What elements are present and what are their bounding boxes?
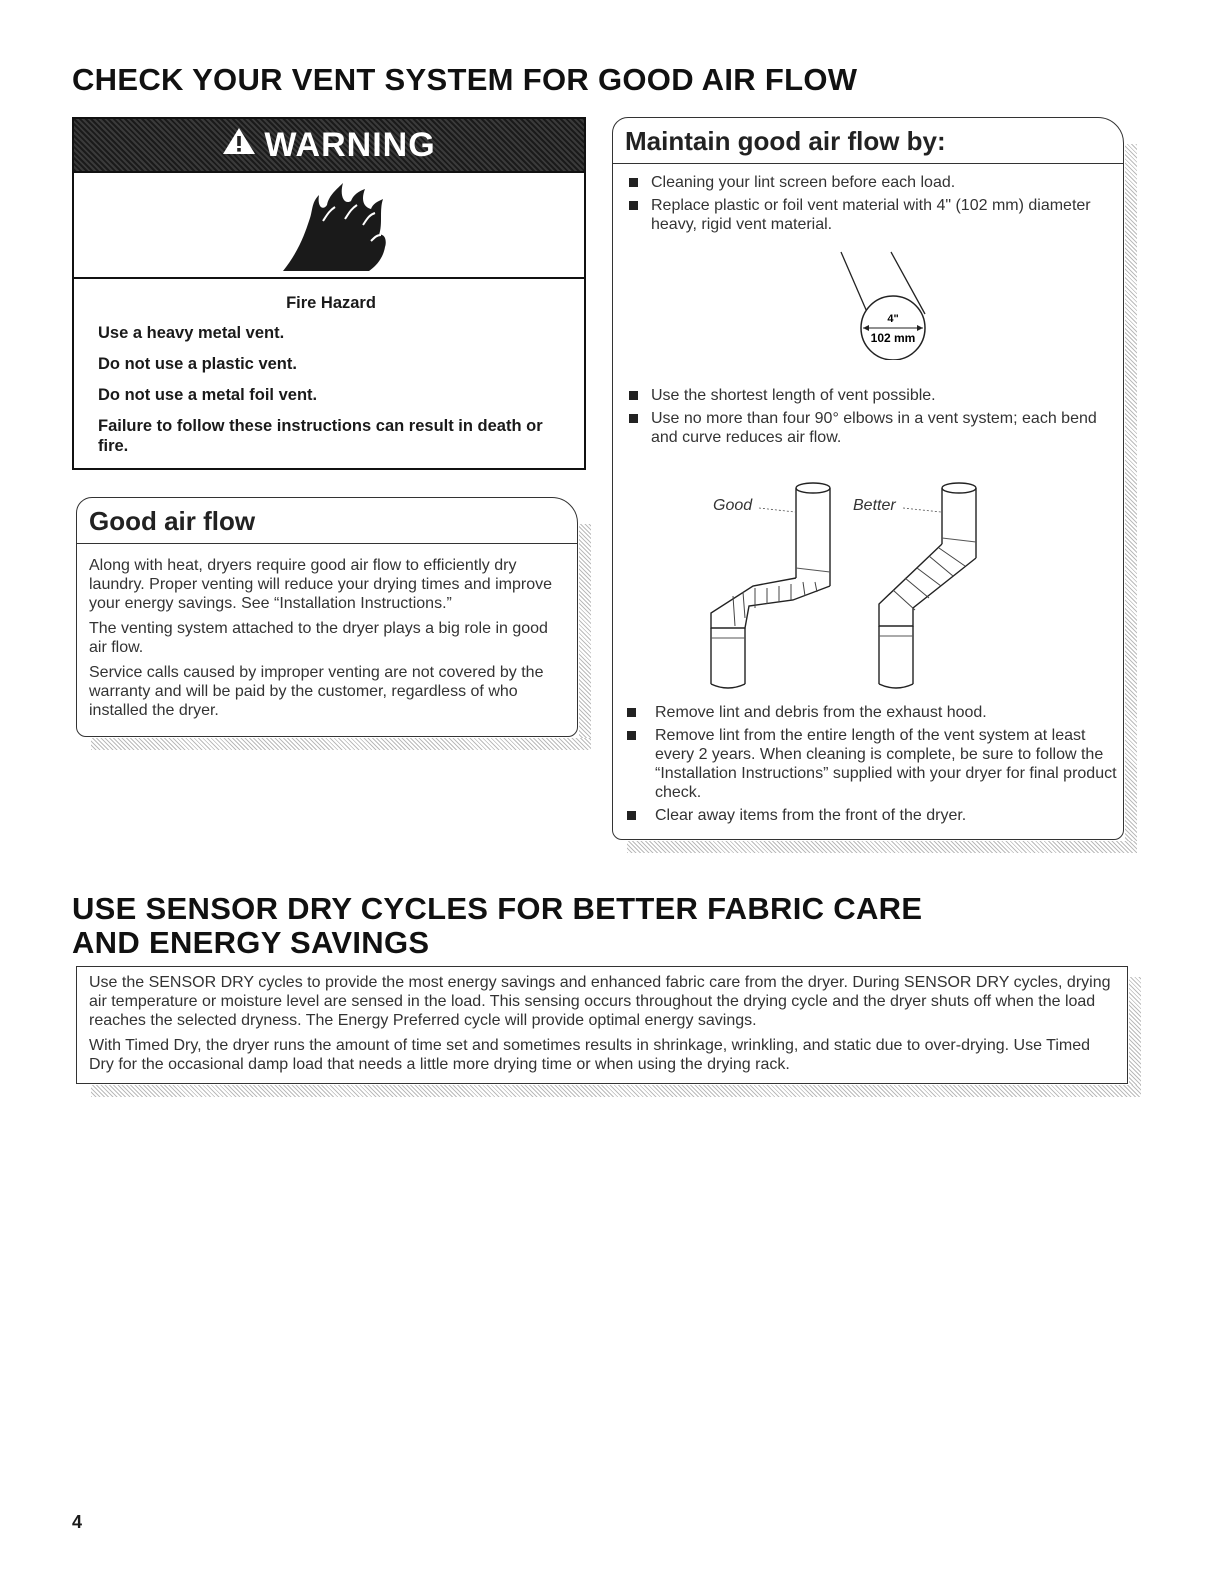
section-heading-sensor-dry — [72, 892, 1072, 960]
heading-line: AND ENERGY SAVINGS — [72, 925, 430, 960]
list-item: Use no more than four 90° elbows in a vent system; each bend and curve reduces air flow. — [613, 409, 1113, 447]
maintain-air-flow-box — [612, 117, 1124, 840]
warning-triangle-icon — [222, 126, 256, 165]
vent-elbow-diagram — [693, 478, 993, 698]
label-good: Good — [713, 497, 753, 514]
diameter-label-mm: 102 mm — [870, 331, 916, 345]
good-air-flow-body — [77, 544, 577, 720]
warning-line: Failure to follow these instructions can result in death or fire. — [98, 417, 543, 455]
box-shadow — [627, 841, 1137, 853]
label-better: Better — [853, 497, 896, 514]
paragraph: The venting system attached to the dryer plays a big role in good air flow. — [89, 620, 548, 656]
sensor-dry-box — [76, 966, 1128, 1084]
bullet-list-middle — [613, 386, 1113, 451]
box-shadow — [91, 738, 591, 750]
fire-icon-area — [74, 173, 584, 279]
bullet-list-bottom — [613, 703, 1123, 829]
paragraph: Service calls caused by improper venting are not covered by the warranty and will be paid by the customer, regardless of who installed the dryer. — [89, 664, 544, 719]
box-shadow — [579, 524, 591, 748]
warning-text — [74, 279, 584, 456]
section-heading-vent-system: CHECK YOUR VENT SYSTEM FOR GOOD AIR FLOW — [72, 62, 858, 97]
paragraph: With Timed Dry, the dryer runs the amount of time set and sometimes results in shrinkage, wrinkling, and static due to over-drying. Use Timed Dry for the occasional damp load that needs a little more drying time or when using the drying rack. — [89, 1037, 1091, 1073]
warning-box — [72, 117, 586, 470]
list-item: Cleaning your lint screen before each load. — [613, 173, 1113, 192]
hazard-title: Fire Hazard — [286, 294, 376, 312]
warning-line: Do not use a metal foil vent. — [98, 386, 318, 404]
warning-banner-label: WARNING — [264, 125, 436, 164]
paragraph: Along with heat, dryers require good air flow to efficiently dry laundry. Proper venting will reduce your drying times and improve your energy savings. See “Installation Instructions.” — [89, 557, 553, 612]
list-item: Replace plastic or foil vent material with 4" (102 mm) diameter heavy, rigid vent material. — [613, 196, 1113, 234]
maintain-title: Maintain good air flow by: — [613, 118, 1123, 164]
warning-line: Do not use a plastic vent. — [98, 355, 297, 373]
diameter-label-inches: 4" — [887, 313, 899, 325]
box-shadow — [91, 1085, 1141, 1097]
paragraph: Use the SENSOR DRY cycles to provide the most energy savings and enhanced fabric care from the dryer. During SENSOR DRY cycles, drying air temperature or moisture level are sensed in the load. This sensing occurs throughout the drying cycle and the dryer shuts off when the load reaches the selected dryness. The Energy Preferred cycle will provide optimal energy savings. — [89, 974, 1111, 1029]
good-air-flow-box — [76, 497, 578, 737]
warning-banner — [74, 119, 584, 173]
fire-icon — [279, 181, 389, 273]
box-shadow — [1125, 144, 1137, 851]
box-shadow — [1129, 977, 1141, 1095]
vent-diameter-diagram — [829, 250, 939, 360]
warning-line: Use a heavy metal vent. — [98, 324, 285, 342]
heading-line: USE SENSOR DRY CYCLES FOR BETTER FABRIC CARE — [72, 891, 923, 926]
page-number: 4 — [72, 1512, 83, 1532]
list-item: Clear away items from the front of the dryer. — [613, 806, 1123, 825]
list-item: Remove lint from the entire length of the vent system at least every 2 years. When cleaning is complete, be sure to follow the “Installation Instructions” supplied with your dryer for final product check. — [613, 726, 1123, 802]
list-item: Use the shortest length of vent possible. — [613, 386, 1113, 405]
good-air-flow-title: Good air flow — [77, 498, 577, 544]
bullet-list-top — [613, 173, 1113, 238]
list-item: Remove lint and debris from the exhaust hood. — [613, 703, 1123, 722]
